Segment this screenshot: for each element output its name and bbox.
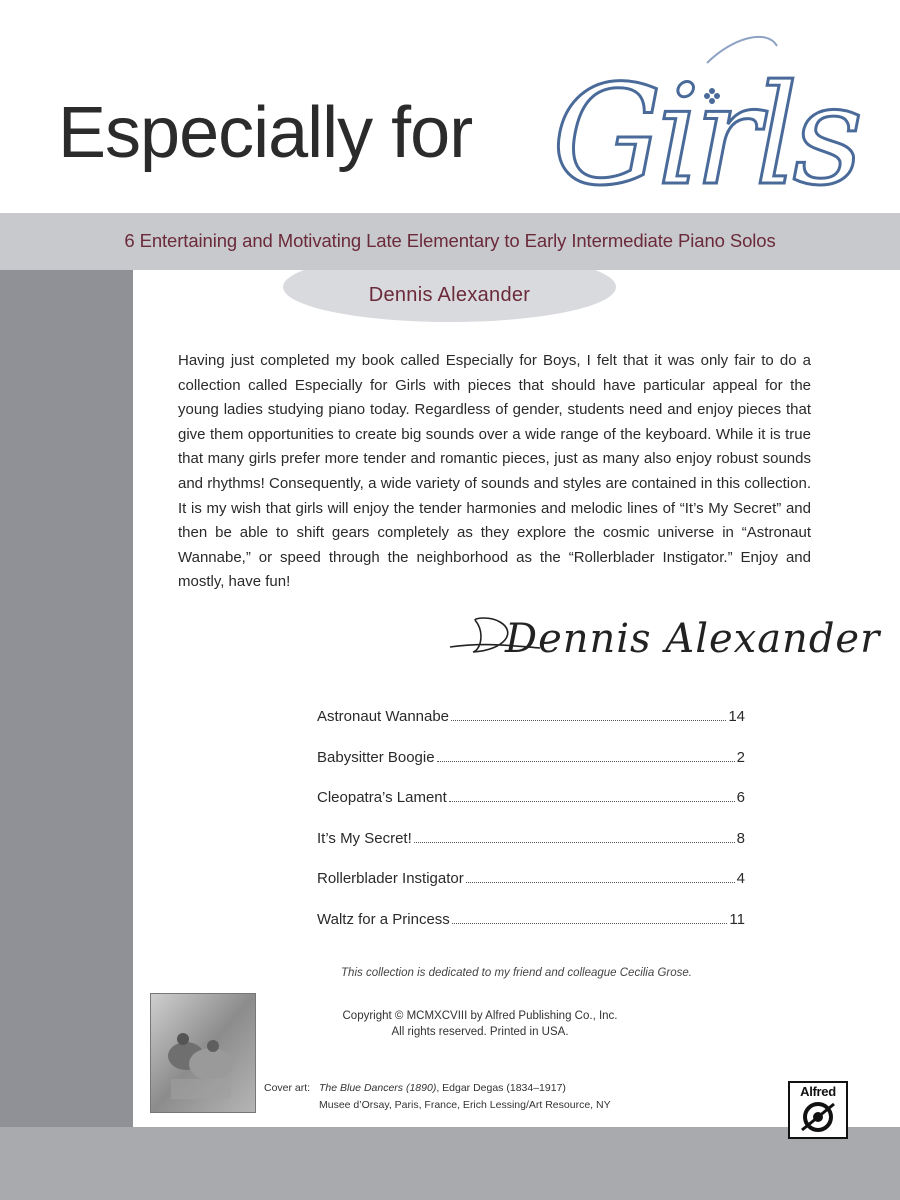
toc-row[interactable]	[317, 708, 745, 749]
cover-art-source: Musee d’Orsay, Paris, France, Erich Lessing/Art Resource, NY	[319, 1099, 611, 1111]
intro-paragraph: Having just completed my book called Especially for Boys, I felt that it was only fair to do a collection called Especially for Girls with pieces that should have particular appeal for the young ladies studying piano today. Regardless of gender, students need and enjoy pieces that give them opportunities to create big sounds over a wide range of the keyboard. While it is true that many girls prefer more tender and romantic pieces, just as many also enjoy robust sounds and rhythms! Consequently, a wide variety of sounds and styles are contained in this collection. It is my wish that girls will enjoy the tender harmonies and melodic lines of “It’s My Secret” and then be able to shift gears completely as they explore the cosmic universe in “Astronaut Wannabe,” or speed through the neighborhood as the “Rollerblader Instigator.” Enjoy and mostly, have fun!	[178, 352, 811, 591]
toc-row[interactable]	[317, 749, 745, 790]
toc-title: Waltz for a Princess	[317, 910, 450, 928]
table-of-contents	[317, 708, 745, 951]
toc-row[interactable]	[317, 830, 745, 871]
toc-leader	[451, 719, 726, 721]
copyright-notice	[300, 1008, 660, 1040]
toc-page: 11	[729, 910, 745, 928]
cover-art-credit	[264, 1080, 684, 1114]
cover-art-artist: , Edgar Degas (1834–1917)	[436, 1082, 566, 1094]
toc-page: 14	[728, 708, 745, 725]
svg-text:Dennis Alexander: Dennis Alexander	[505, 616, 881, 662]
copyright-line: Copyright © MCMXCVIII by Alfred Publishing Co., Inc.	[342, 1010, 618, 1022]
toc-row[interactable]	[317, 870, 745, 911]
cover-painting-thumbnail	[150, 993, 256, 1113]
toc-leader	[449, 800, 735, 802]
alfred-logo-mark-icon	[796, 1100, 840, 1134]
svg-text:Girls: Girls	[552, 55, 858, 216]
toc-leader	[466, 881, 735, 883]
cover-art-label: Cover art:	[264, 1082, 311, 1094]
toc-title: Babysitter Boogie	[317, 748, 435, 766]
toc-page: 4	[736, 870, 745, 887]
signature	[445, 602, 881, 672]
alfred-logo	[788, 1081, 848, 1139]
alfred-logo-text: Alfred	[800, 1084, 836, 1099]
toc-page: 6	[736, 789, 745, 806]
toc-title: Rollerblader Instigator	[317, 870, 464, 887]
rights-line: All rights reserved. Printed in USA.	[391, 1026, 569, 1038]
cover-art-work: The Blue Dancers (1890)	[319, 1082, 437, 1094]
toc-row[interactable]	[317, 911, 745, 952]
title-main: Especially for	[58, 93, 473, 173]
toc-page: 2	[736, 748, 745, 766]
toc-page: 8	[736, 829, 745, 847]
toc-leader	[414, 841, 735, 843]
toc-title: Cleopatra’s Lament	[317, 789, 447, 806]
toc-title: Astronaut Wannabe	[317, 708, 450, 725]
toc-row[interactable]	[317, 789, 745, 830]
toc-title: It’s My Secret!	[317, 829, 412, 847]
toc-leader	[452, 922, 728, 924]
bottom-gray-bar	[0, 1127, 900, 1200]
toc-leader	[437, 760, 735, 762]
author-name: Dennis Alexander	[368, 284, 531, 306]
dedication: This collection is dedicated to my friend and colleague Cecilia Grose.	[341, 967, 692, 979]
subtitle: 6 Entertaining and Motivating Late Elementary to Early Intermediate Piano Solos	[124, 230, 776, 251]
title-script	[552, 28, 862, 218]
left-gray-bar	[0, 270, 133, 1127]
